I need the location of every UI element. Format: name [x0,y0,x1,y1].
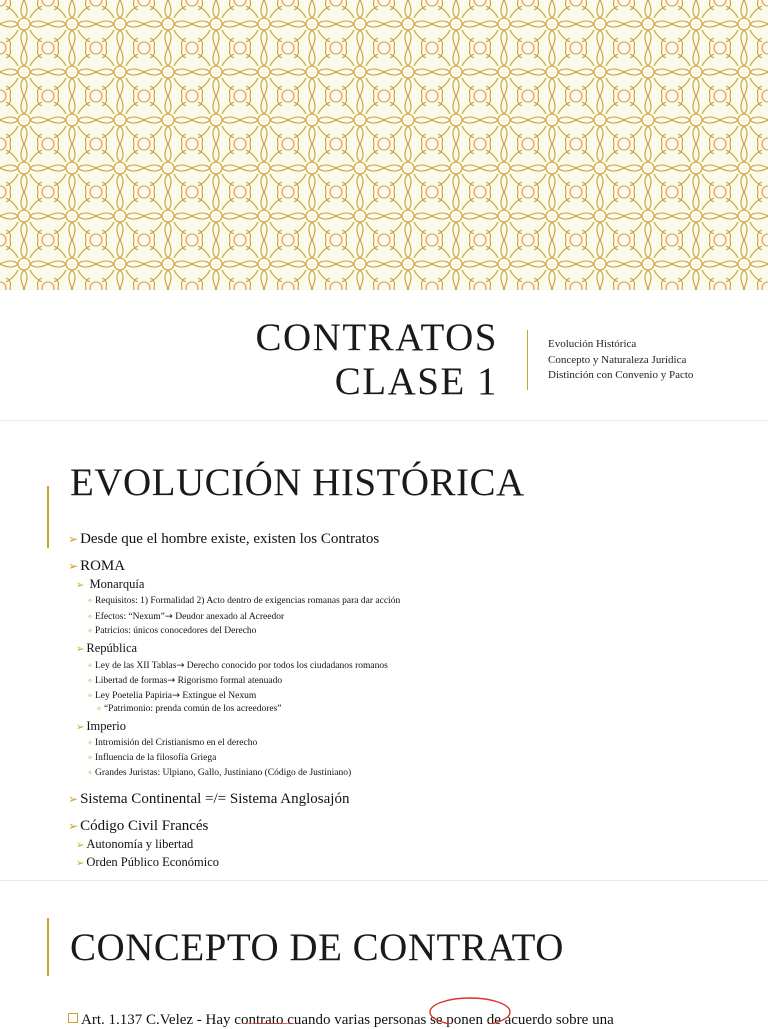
agenda-item: Concepto y Naturaleza Jurídica [548,353,693,369]
red-annotation-marks [0,990,768,1024]
bullet-item: ✧ Patricios: únicos conocedores del Derecho [87,626,256,636]
bullet-item: ✧ Efectos: “Nexum”→ Deudor anexado al Acreedor [87,611,284,622]
slide-separator [0,420,768,421]
diamond-bullet-icon: ✧ [87,596,93,605]
bullet-item: ✧ Libertad de formas→ Rigorismo formal atenuado [87,675,282,686]
diamond-bullet-icon: ✧ [87,661,93,670]
bullet-item: ✧ Influencia de la filosofía Griega [87,753,216,763]
bullet-item: ➢ Imperio [76,719,126,734]
slide-separator [0,880,768,881]
diamond-bullet-icon: ✧ [87,768,93,777]
agenda-item: Distinción con Convenio y Pacto [548,368,693,384]
bullet-item: ➢ ROMA [68,558,125,575]
bullet-item: ➢ Monarquía [76,577,144,592]
title-divider [527,330,528,390]
accent-line [47,486,49,548]
decorative-pattern [0,0,768,290]
bullet-item: ✧ Ley de las XII Tablas→ Derecho conocido por todos los ciudadanos romanos [87,660,388,671]
bullet-item: ➢ Orden Público Económico [76,855,219,868]
arrow-bullet-icon: ➢ [76,644,84,655]
bullet-item: ✧ Grandes Juristas: Ulpiano, Gallo, Justiniano (Código de Justiniano) [87,768,351,778]
bullet-item: ✧ Intromisión del Cristianismo en el derecho [87,738,257,748]
section-heading: CONCEPTO DE CONTRATO [70,926,564,970]
section-heading: EVOLUCIÓN HISTÓRICA [70,461,525,505]
arrow-bullet-icon: ➢ [68,792,78,806]
presentation-title [256,316,499,404]
diamond-bullet-icon: ✧ [87,676,93,685]
right-arrow-icon: → [165,611,173,622]
bullet-item: ➢ Código Civil Francés [68,818,208,835]
bullet-item: ➢ Sistema Continental =/= Sistema Anglosajón [68,791,349,808]
bullet-item: ➢ República [76,641,137,656]
accent-line [47,918,49,976]
title-line-1: CONTRATOS [256,316,499,360]
right-arrow-icon: → [167,675,175,686]
diamond-bullet-icon: ✧ [87,691,93,700]
diamond-bullet-icon: ✧ [96,704,102,713]
arrow-bullet-icon: ➢ [76,722,84,733]
diamond-bullet-icon: ✧ [87,753,93,762]
right-arrow-icon: → [172,690,180,701]
bullet-item: Art. 1.137 C.Velez - Hay contrato cuando varias personas se ponen de acuerdo sobre una [68,1012,614,1029]
agenda-list [548,337,693,384]
bullet-item: ➢ Autonomía y libertad [76,837,193,852]
agenda-item: Evolución Histórica [548,337,693,353]
diamond-bullet-icon: ✧ [87,612,93,621]
arrow-bullet-icon: ➢ [76,840,84,851]
diamond-bullet-icon: ✧ [87,738,93,747]
bullet-item: ✧ “Patrimonio: prenda común de los acreedores” [96,704,282,714]
bullet-item: ✧ Ley Poetelia Papiria→ Extingue el Nexum [87,690,256,701]
arrow-bullet-icon: ➢ [76,580,84,591]
arrow-bullet-icon: ➢ [68,819,78,833]
arrow-bullet-icon: ➢ [68,559,78,573]
red-ellipse-annotation [430,998,510,1024]
title-line-2: CLASE 1 [256,360,499,404]
right-arrow-icon: → [176,660,184,671]
arrow-bullet-icon: ➢ [76,858,84,868]
arrow-bullet-icon: ➢ [68,532,78,546]
bullet-item: ➢ Desde que el hombre existe, existen los Contratos [68,531,379,548]
bullet-item: ✧ Requisitos: 1) Formalidad 2) Acto dentro de exigencias romanas para dar acción [87,596,400,606]
diamond-bullet-icon: ✧ [87,626,93,635]
